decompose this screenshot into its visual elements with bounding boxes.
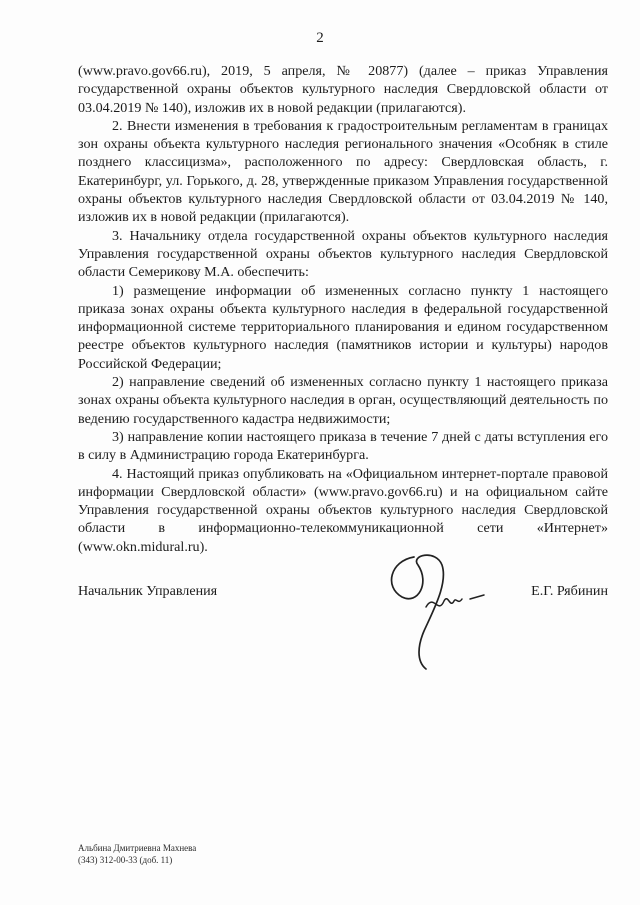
page-number: 2 <box>316 30 324 46</box>
signatory-name: Е.Г. Рябинин <box>531 583 608 599</box>
executor-name: Альбина Дмитриевна Махнева <box>78 843 197 853</box>
paragraph-subitem-2: 2) направление сведений об измененных согласно пункту 1 настоящего приказа зонах охраны объекта культурного наследия в орган, осуществляющий деятельность по ведению государственного кадастра недвижимости; <box>78 374 608 427</box>
paragraph-subitem-3: 3) направление копии настоящего приказа в течение 7 дней с даты вступления его в силу в Администрацию города Екатеринбурга. <box>78 428 608 464</box>
paragraph-item-2: 2. Внести изменения в требования к градостроительным регламентам в границах зон охраны объекта культурного наследия регионального значения «Особняк в стиле позднего классицизма», расположенного по адресу: Свердловская область, г. Екатеринбург, ул. Горького, д. 28, утвержденные приказом Управления государственной охраны объектов культурного наследия Свердловской области от 03.04.2019 № 140, изложив их в новой редакции (прилагаются). <box>78 117 608 226</box>
paragraph-item-4: 4. Настоящий приказ опубликовать на «Официальном интернет-портале правовой информации Свердловской области» (www.pravo.gov66.ru) и на официальном сайте Управления государственной охраны объектов культурного наследия Свердловской области в информационно-телекоммуникационной сети «Интернет» (www.okn.midural.ru). <box>78 465 608 555</box>
executor-footer <box>78 843 196 866</box>
paragraph-subitem-1: 1) размещение информации об измененных согласно пункту 1 настоящего приказа зонах охраны объекта культурного наследия в федеральной государственной информационной системе территориального планирования и едином государственном реестре объектов культурного наследия (памятников истории и культуры) народов Российской Федерации; <box>78 282 608 372</box>
document-body <box>78 62 608 556</box>
executor-phone: (343) 312-00-33 (доб. 11) <box>78 854 173 865</box>
signatory-position: Начальник Управления <box>78 583 218 599</box>
handwritten-signature <box>378 535 488 685</box>
paragraph-continuation: (www.pravo.gov66.ru), 2019, 5 апреля, № 20877) (далее – приказ Управления государственной охраны объектов культурного наследия Свердловской области от 03.04.2019 № 140), изложив их в новой редакции (прилагаются). <box>78 63 608 116</box>
paragraph-item-3: 3. Начальнику отдела государственной охраны объектов культурного наследия Управления государственной охраны объектов культурного наследия Свердловской области Семерикову М.А. обеспечить: <box>78 227 608 281</box>
